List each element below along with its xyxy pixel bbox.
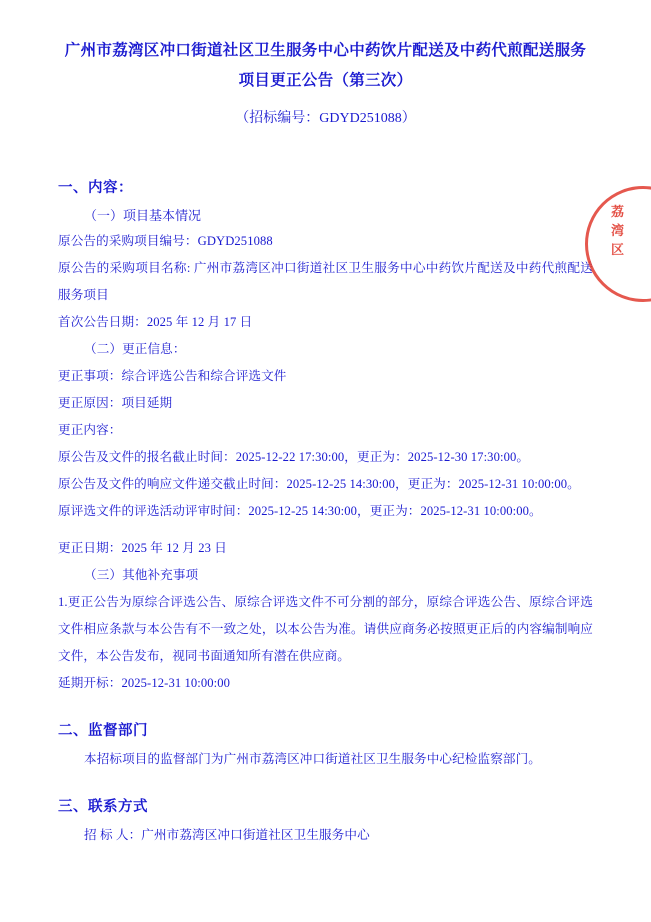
original-project-number: 原公告的采购项目编号：GDYD251088	[58, 234, 273, 248]
subsection-project-basics-heading: （一）项目基本情况	[84, 208, 202, 223]
section-contact-heading: 三、联系方式	[58, 799, 148, 815]
subsection-change-info-heading: （二）更正信息：	[84, 342, 186, 356]
section-content-heading: 一、内容：	[58, 180, 133, 196]
change-date: 更正日期：2025 年 12 月 23 日	[58, 541, 227, 555]
change-reason: 更正原因：项目延期	[58, 396, 173, 410]
first-notice-date: 首次公告日期：2025 年 12 月 17 日	[58, 315, 253, 329]
seal-ring	[585, 186, 651, 302]
change-line-submission-deadline: 原公告及文件的响应文件递交截止时间：2025-12-25 14:30:00，更正为：2025-12-31 10:00:00。	[58, 477, 580, 491]
change-line-review-time: 原评选文件的评选活动评审时间：2025-12-25 14:30:00，更正为：2025-12-31 10:00:00。	[58, 504, 542, 518]
official-seal-stamp	[585, 186, 651, 304]
delayed-opening-time: 延期开标：2025-12-31 10:00:00	[58, 676, 231, 690]
tender-number: （招标编号：GDYD251088）	[235, 111, 416, 126]
subsection-other-supplements-heading: （三）其他补充事项	[84, 568, 199, 582]
change-content-label: 更正内容：	[58, 423, 122, 437]
change-item: 更正事项：综合评选公告和综合评选文件	[58, 369, 287, 383]
contact-tenderer: 招 标 人：广州市荔湾区冲口街道社区卫生服务中心	[84, 828, 370, 842]
change-line-registration-deadline: 原公告及文件的报名截止时间：2025-12-22 17:30:00，更正为：2025-12-30 17:30:00。	[58, 450, 530, 464]
page-title: 广州市荔湾区冲口街道社区卫生服务中心中药饮片配送及中药代煎配送服务项目更正公告（第三次）	[64, 42, 587, 89]
supplement-paragraph: 1.更正公告为原综合评选公告、原综合评选文件不可分割的部分，原综合评选公告、原综合评选文件相应条款与本公告有不一致之处，以本公告为准。请供应商务必按照更正后的内容编制响应文件，本公告发布，视同书面通知所有潜在供应商。	[58, 595, 593, 663]
section-supervision-heading: 二、监督部门	[58, 723, 148, 739]
seal-text: 荔湾区	[611, 204, 626, 257]
supervision-body: 本招标项目的监督部门为广州市荔湾区冲口街道社区卫生服务中心纪检监察部门。	[84, 752, 541, 766]
original-project-name: 原公告的采购项目名称: 广州市荔湾区冲口街道社区卫生服务中心中药饮片配送及中药代煎配送服务项目	[58, 261, 593, 302]
